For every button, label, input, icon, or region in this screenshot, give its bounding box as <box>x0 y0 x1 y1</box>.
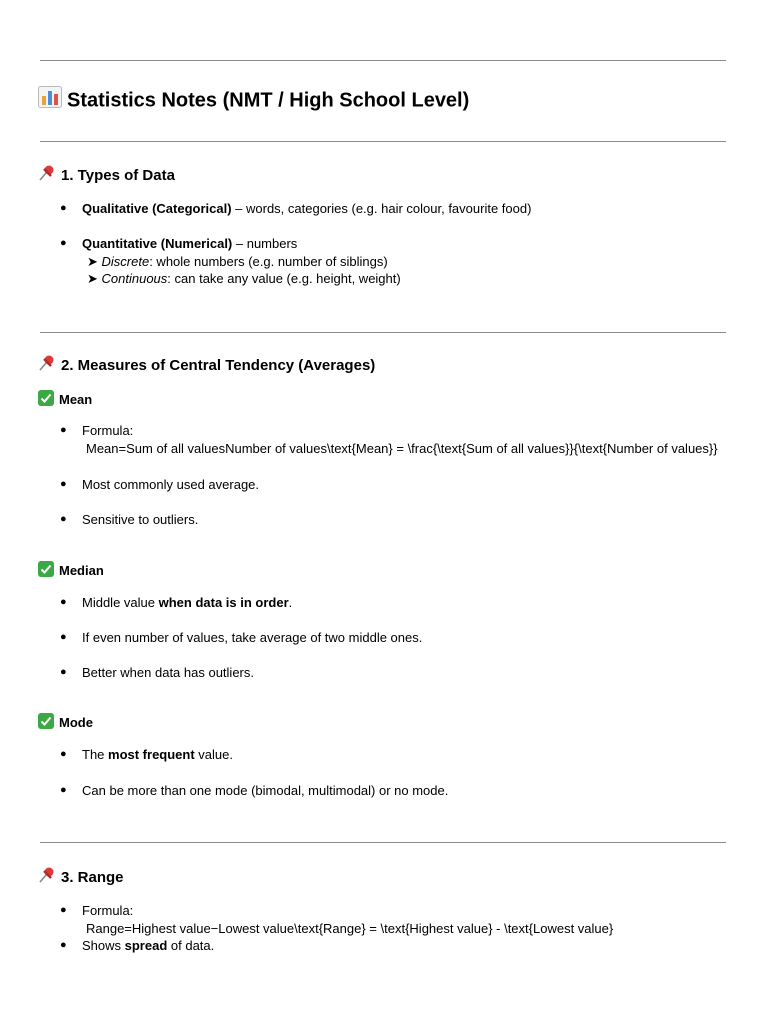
section-heading-text: 1. Types of Data <box>61 166 175 184</box>
bullet: ● <box>60 513 67 525</box>
term-qualitative: Qualitative (Categorical) <box>82 201 232 216</box>
sub-item-continuous <box>82 270 724 288</box>
subheading-mean <box>38 390 92 411</box>
emphasis: spread <box>124 938 168 953</box>
item-text: Can be more than one mode (bimodal, multimodal) or no mode. <box>82 783 449 798</box>
item-text: : can take any value (e.g. height, weight) <box>167 271 401 286</box>
check-icon <box>38 561 54 582</box>
pushpin-icon <box>38 164 56 188</box>
bullet: ● <box>60 202 67 214</box>
divider <box>40 60 726 61</box>
pushpin-icon <box>38 354 56 378</box>
check-icon <box>38 713 54 734</box>
check-icon <box>38 390 54 411</box>
bullet: ● <box>60 424 67 436</box>
bullet: ● <box>60 478 67 490</box>
bullet: ● <box>60 784 67 796</box>
section-heading-range <box>38 866 124 890</box>
bullet: ● <box>60 748 67 760</box>
subheading-text: Median <box>59 562 104 578</box>
item-text: – words, categories (e.g. hair colour, favourite food) <box>231 201 532 216</box>
bullet: ● <box>60 237 67 249</box>
emphasis: most frequent <box>108 747 195 762</box>
emphasis: when data is in order <box>158 595 289 610</box>
item-text: The <box>82 747 109 762</box>
divider <box>40 842 726 843</box>
item-text: – numbers <box>232 236 298 251</box>
section-heading-text: 2. Measures of Central Tendency (Averages) <box>61 356 376 374</box>
section-heading-types <box>38 164 175 188</box>
bullet: ● <box>60 666 67 678</box>
bullet: ● <box>60 939 67 951</box>
item-text: Sensitive to outliers. <box>82 512 199 527</box>
item-text: Middle value <box>82 595 159 610</box>
bar-chart-icon <box>38 86 62 116</box>
section-heading-central <box>38 354 375 378</box>
item-text: value. <box>194 747 233 762</box>
item-text: of data. <box>167 938 215 953</box>
term-continuous: Continuous <box>101 271 168 286</box>
sub-item-discrete <box>82 253 724 271</box>
arrow-icon: ➤ <box>87 271 102 286</box>
subheading-mode <box>38 713 93 734</box>
bullet: ● <box>60 596 67 608</box>
item-text: : whole numbers (e.g. number of siblings) <box>149 253 388 269</box>
formula-mean: Mean=Sum of all valuesNumber of values\text{Mean} = \frac{\text{Sum of all values}}{\text{Number of values}} <box>86 440 718 456</box>
item-text: Better when data has outliers. <box>82 665 254 680</box>
item-text: Most commonly used average. <box>82 477 260 492</box>
page-title-text: Statistics Notes (NMT / High School Level) <box>67 89 470 112</box>
page-title <box>38 86 469 116</box>
formula-label: Formula: <box>82 903 134 918</box>
arrow-icon: ➤ <box>87 253 102 269</box>
divider <box>40 141 726 142</box>
formula-label: Formula: <box>82 423 134 438</box>
term-quantitative: Quantitative (Numerical) <box>82 236 233 251</box>
bullet: ● <box>60 631 67 643</box>
item-text: . <box>288 595 293 610</box>
item-text: If even number of values, take average of two middle ones. <box>82 630 423 645</box>
section-heading-text: 3. Range <box>61 868 124 886</box>
item-text: Shows <box>82 938 125 953</box>
divider <box>40 332 726 333</box>
subheading-median <box>38 561 104 582</box>
term-discrete: Discrete <box>101 253 150 269</box>
subheading-text: Mode <box>59 714 93 730</box>
bullet: ● <box>60 904 67 916</box>
pushpin-icon <box>38 866 56 890</box>
subheading-text: Mean <box>59 391 93 407</box>
formula-range: Range=Highest value−Lowest value\text{Range} = \text{Highest value} - \text{Lowest value} <box>86 920 614 936</box>
